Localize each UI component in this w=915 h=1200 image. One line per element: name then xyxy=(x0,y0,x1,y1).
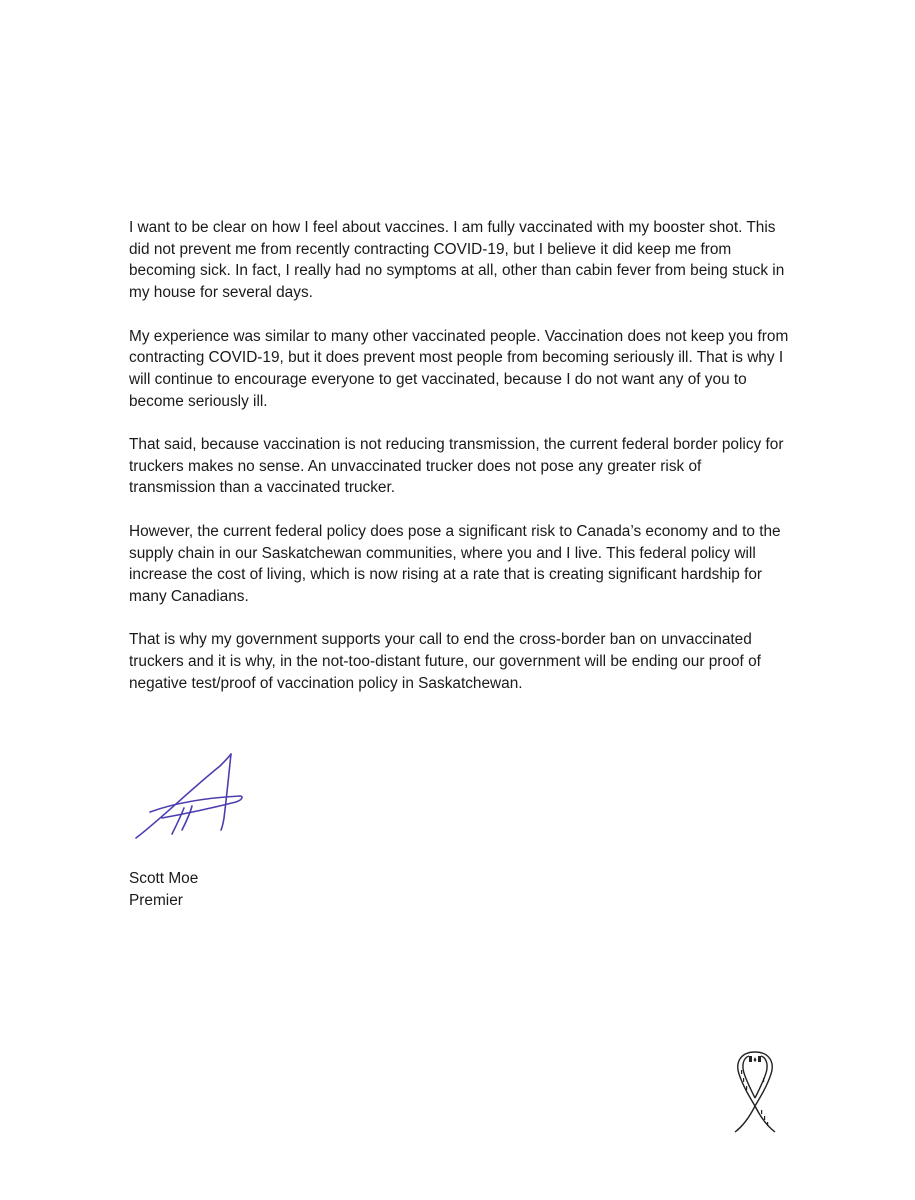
paragraph-4: However, the current federal policy does pose a significant risk to Canada’s economy and to the supply chain in our Saskatchewan communities, where you and I live. This federal policy will increase the cost of living, which is now rising at a rate that is creating significant hardship for many Canadians. xyxy=(129,522,781,605)
paragraph-3: That said, because vaccination is not reducing transmission, the current federal border policy for truckers makes no sense. An unvaccinated trucker does not pose any greater risk of transmission than a vaccinated trucker. xyxy=(129,436,784,497)
letter-body xyxy=(129,217,789,716)
paragraph-1: I want to be clear on how I feel about vaccines. I am fully vaccinated with my booster shot. This did not prevent me from recently contracting COVID-19, but I believe it did keep me from becoming sick. In fact, I really had no symptoms at all, other than cabin fever from being stuck in my house for several days. xyxy=(129,219,785,302)
support-our-troops-ribbon-logo xyxy=(727,1048,783,1134)
signature-block xyxy=(129,868,198,911)
signatory-title: Premier xyxy=(129,891,183,909)
paragraph-2: My experience was similar to many other vaccinated people. Vaccination does not keep you from contracting COVID-19, but it does prevent most people from becoming seriously ill. That is why I will continue to encourage everyone to get vaccinated, because I do not want any of you to become seriously ill. xyxy=(129,327,789,410)
paragraph-5: That is why my government supports your call to end the cross-border ban on unvaccinated truckers and it is why, in the not-too-distant future, our government will be ending our proof of negative test/proof of vaccination policy in Saskatchewan. xyxy=(129,631,761,692)
signatory-name: Scott Moe xyxy=(129,870,199,887)
handwritten-signature xyxy=(132,752,252,847)
